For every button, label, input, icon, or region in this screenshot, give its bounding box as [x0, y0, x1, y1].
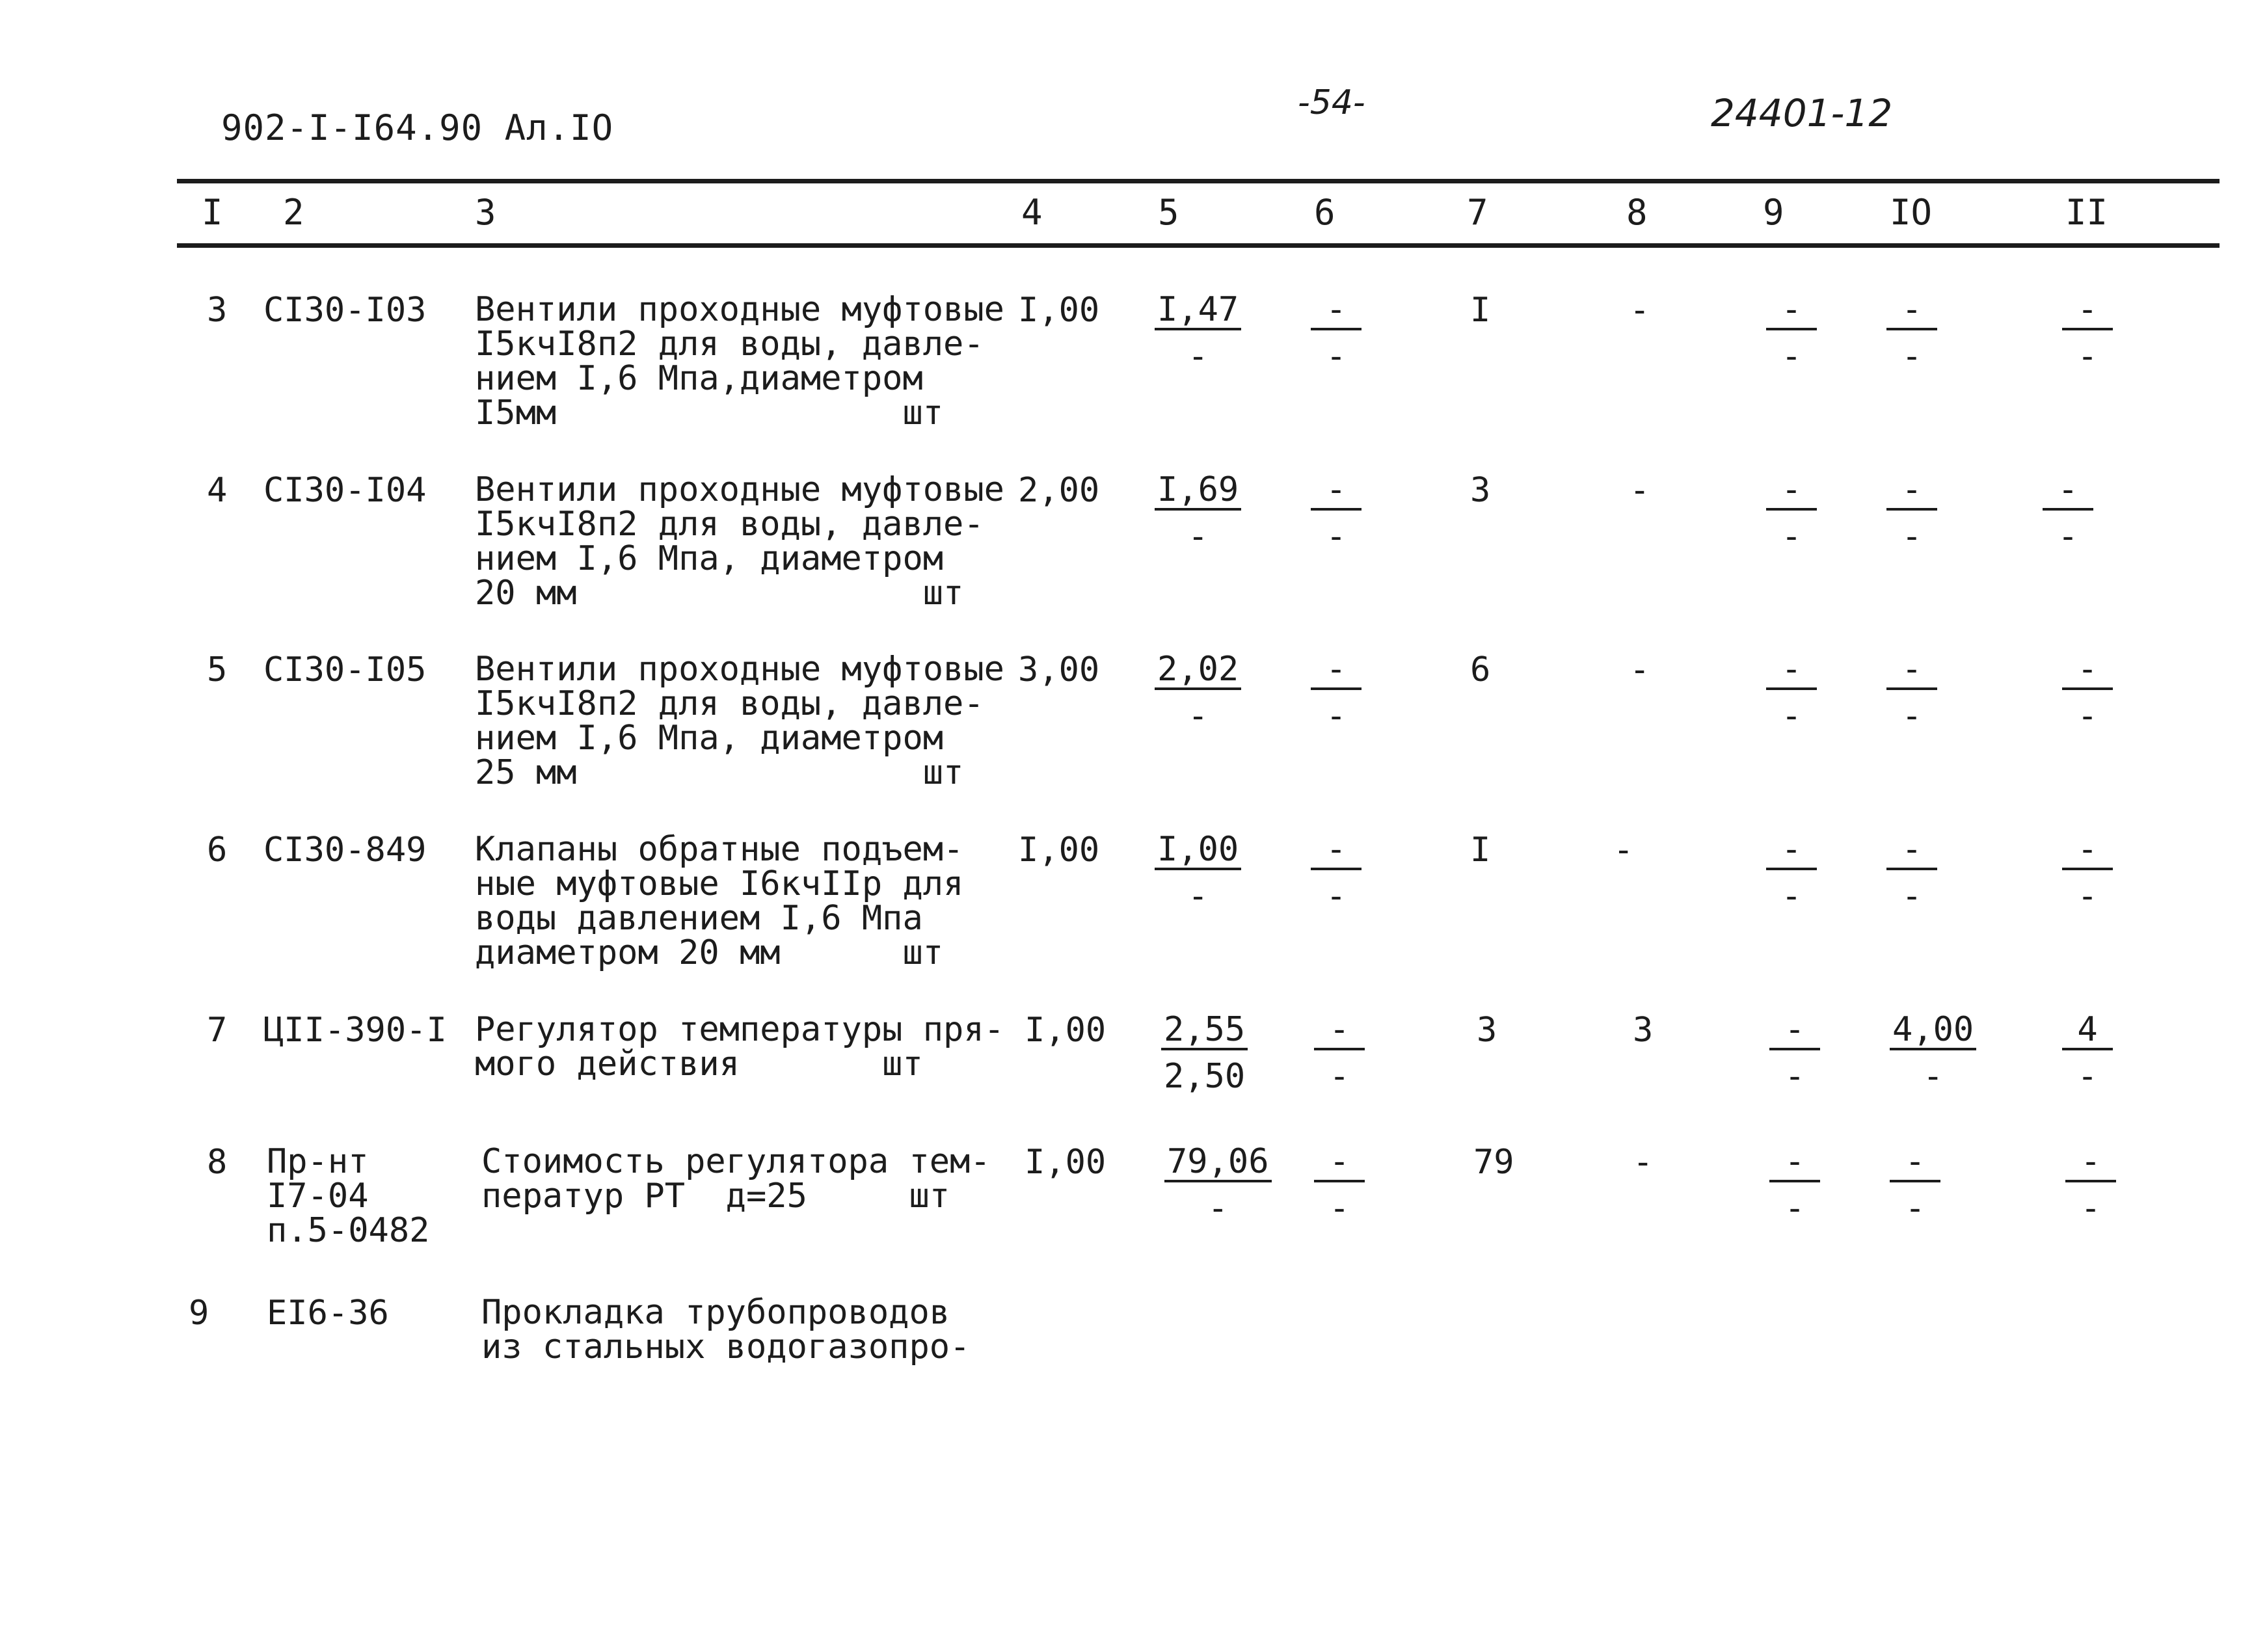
col10-bottom: - [1905, 1189, 1925, 1228]
col11-top: - [2062, 652, 2113, 690]
unit-cost-sub: - [1187, 337, 1209, 376]
rate-code: CI30-I05 [263, 650, 427, 689]
col6-top: - [1311, 652, 1362, 690]
col10-top: - [1886, 833, 1937, 870]
col11-top: - [2062, 833, 2113, 870]
col11-top: 4 [2062, 1013, 2113, 1050]
col9-bottom: - [1781, 337, 1802, 376]
col6-bottom: - [1326, 877, 1347, 916]
col8-value: - [1613, 831, 1634, 870]
col10-bottom: - [1901, 517, 1922, 556]
rate-code: CI30-849 [263, 831, 427, 870]
col9-value [1766, 650, 1817, 736]
rate-code: EI6-36 [267, 1294, 389, 1333]
column-header-1: I [202, 192, 223, 233]
unit-cost-value: I,47 [1155, 293, 1241, 330]
col11-bottom: - [2077, 697, 2098, 736]
col10-bottom: - [1901, 697, 1922, 736]
col10-top: - [1886, 652, 1937, 690]
column-header-4: 4 [1021, 192, 1043, 233]
col9-top: - [1769, 1145, 1820, 1182]
col9-bottom: - [1784, 1189, 1805, 1228]
col6-top: - [1311, 293, 1362, 330]
unit-cost-sub: - [1187, 877, 1209, 916]
col11-bottom: - [2058, 517, 2078, 556]
rate-code: CI30-I04 [263, 471, 427, 510]
col11-value [2043, 470, 2093, 556]
col10-top: - [1890, 1145, 1940, 1182]
col10-value [1886, 650, 1937, 736]
item-description: Стоимость регулятора тем- ператур РТ д=25 шт [481, 1142, 991, 1216]
col9-value [1766, 470, 1817, 556]
col6-value [1311, 650, 1362, 736]
col6-value [1314, 1010, 1365, 1096]
row-number: 5 [207, 650, 228, 689]
col9-top: - [1766, 833, 1817, 870]
quantity: I,00 [1018, 291, 1100, 330]
document-number: 24401-12 [1711, 91, 1893, 135]
col9-top: - [1766, 293, 1817, 330]
column-header-5: 5 [1158, 192, 1179, 233]
col11-value [2062, 290, 2113, 376]
col9-top: - [1766, 652, 1817, 690]
unit-cost [1155, 470, 1241, 556]
col10-value [1890, 1010, 1976, 1096]
col10-value [1890, 1142, 1940, 1228]
col10-value [1886, 830, 1937, 916]
quantity: I,00 [1025, 1011, 1107, 1050]
col10-value [1886, 470, 1937, 556]
unit-cost [1161, 1010, 1248, 1096]
column-header-8: 8 [1626, 192, 1648, 233]
col10-top: - [1886, 293, 1937, 330]
col9-bottom: - [1781, 697, 1802, 736]
item-description: Вентили проходные муфтовые I5кчI8п2 для воды, давле- нием I,6 Мпа, диаметром 25 мм шт [475, 650, 1004, 792]
col10-top: - [1886, 473, 1937, 511]
total-cost: 6 [1470, 650, 1491, 689]
column-header-11: II [2065, 192, 2108, 233]
quantity: 3,00 [1018, 650, 1100, 689]
col11-bottom: - [2080, 1189, 2101, 1228]
col11-value [2062, 1010, 2113, 1096]
row-number: 6 [207, 831, 228, 870]
unit-cost [1155, 650, 1241, 736]
unit-cost-sub: 2,50 [1164, 1057, 1246, 1096]
col10-value [1886, 290, 1937, 376]
quantity: I,00 [1018, 831, 1100, 870]
unit-cost-value: I,69 [1155, 473, 1241, 511]
col9-bottom: - [1781, 877, 1802, 916]
col6-top: - [1314, 1013, 1365, 1050]
col9-value [1769, 1010, 1820, 1096]
col10-top: 4,00 [1890, 1013, 1976, 1050]
column-header-10: IO [1890, 192, 1933, 233]
col6-value [1311, 470, 1362, 556]
col6-bottom: - [1326, 697, 1347, 736]
unit-cost [1155, 830, 1241, 916]
col8-value: - [1633, 1143, 1654, 1182]
col9-value [1766, 830, 1817, 916]
col6-value [1311, 830, 1362, 916]
column-header-6: 6 [1314, 192, 1335, 233]
item-description: Прокладка трубопроводов из стальных водогазопро- [481, 1293, 971, 1366]
col9-top: - [1766, 473, 1817, 511]
unit-cost [1164, 1142, 1272, 1228]
col6-value [1314, 1142, 1365, 1228]
item-description: Вентили проходные муфтовые I5кчI8п2 для воды, давле- нием I,6 Мпа, диаметром 20 мм шт [475, 470, 1004, 613]
col11-value [2062, 830, 2113, 916]
col9-value [1769, 1142, 1820, 1228]
col11-value [2065, 1142, 2116, 1228]
col6-bottom: - [1326, 337, 1347, 376]
page-number: -54- [1298, 83, 1365, 122]
col10-bottom: - [1922, 1057, 1944, 1096]
column-header-7: 7 [1467, 192, 1488, 233]
col11-value [2062, 650, 2113, 736]
unit-cost-sub: - [1187, 697, 1209, 736]
document-code: 902-I-I64.90 Ал.IO [221, 107, 614, 148]
col6-bottom: - [1329, 1189, 1350, 1228]
col11-top: - [2043, 473, 2093, 511]
col9-value [1766, 290, 1817, 376]
col9-bottom: - [1781, 517, 1802, 556]
unit-cost-value: 2,55 [1161, 1013, 1248, 1050]
col11-bottom: - [2077, 877, 2098, 916]
total-cost: 79 [1473, 1143, 1514, 1182]
col9-bottom: - [1784, 1057, 1805, 1096]
quantity: I,00 [1025, 1143, 1107, 1182]
row-number: 8 [207, 1143, 228, 1182]
unit-cost-value: 79,06 [1164, 1145, 1272, 1182]
total-cost: 3 [1470, 471, 1491, 510]
col8-value: - [1630, 471, 1650, 510]
item-description: Клапаны обратные подъем- ные муфтовые I6кчIIр для воды давлением I,6 Мпа диаметром 20 мм шт [475, 830, 964, 972]
table-top-rule [177, 179, 2220, 183]
row-number: 3 [207, 291, 228, 330]
unit-cost-sub: - [1207, 1189, 1228, 1228]
unit-cost-value: 2,02 [1155, 652, 1241, 690]
col10-bottom: - [1901, 337, 1922, 376]
col8-value: 3 [1633, 1011, 1654, 1050]
col8-value: - [1630, 291, 1650, 330]
row-number: 4 [207, 471, 228, 510]
col6-bottom: - [1326, 517, 1347, 556]
total-cost: I [1470, 291, 1491, 330]
column-header-9: 9 [1763, 192, 1784, 233]
row-number: 7 [207, 1011, 228, 1050]
item-description: Вентили проходные муфтовые I5кчI8п2 для воды, давле- нием I,6 Мпа,диаметром I5мм шт [475, 290, 1004, 433]
unit-cost-sub: - [1187, 517, 1209, 556]
rate-code: Пр-нт I7-04 п.5-0482 [267, 1142, 430, 1250]
col9-top: - [1769, 1013, 1820, 1050]
column-header-2: 2 [283, 192, 304, 233]
rate-code: ЦII-390-I [263, 1011, 447, 1050]
col6-top: - [1314, 1145, 1365, 1182]
column-header-3: 3 [475, 192, 496, 233]
row-number: 9 [189, 1294, 209, 1333]
col6-bottom: - [1329, 1057, 1350, 1096]
total-cost: I [1470, 831, 1491, 870]
col11-top: - [2065, 1145, 2116, 1182]
rate-code: CI30-I03 [263, 291, 427, 330]
table-header-rule [177, 243, 2220, 248]
col6-top: - [1311, 473, 1362, 511]
col8-value: - [1630, 650, 1650, 689]
item-description: Регулятор температуры пря- мого действия шт [475, 1010, 1004, 1084]
quantity: 2,00 [1018, 471, 1100, 510]
col11-bottom: - [2077, 1057, 2098, 1096]
col6-value [1311, 290, 1362, 376]
col10-bottom: - [1901, 877, 1922, 916]
col11-top: - [2062, 293, 2113, 330]
col11-bottom: - [2077, 337, 2098, 376]
total-cost: 3 [1477, 1011, 1497, 1050]
unit-cost [1155, 290, 1241, 376]
unit-cost-value: I,00 [1155, 833, 1241, 870]
col6-top: - [1311, 833, 1362, 870]
